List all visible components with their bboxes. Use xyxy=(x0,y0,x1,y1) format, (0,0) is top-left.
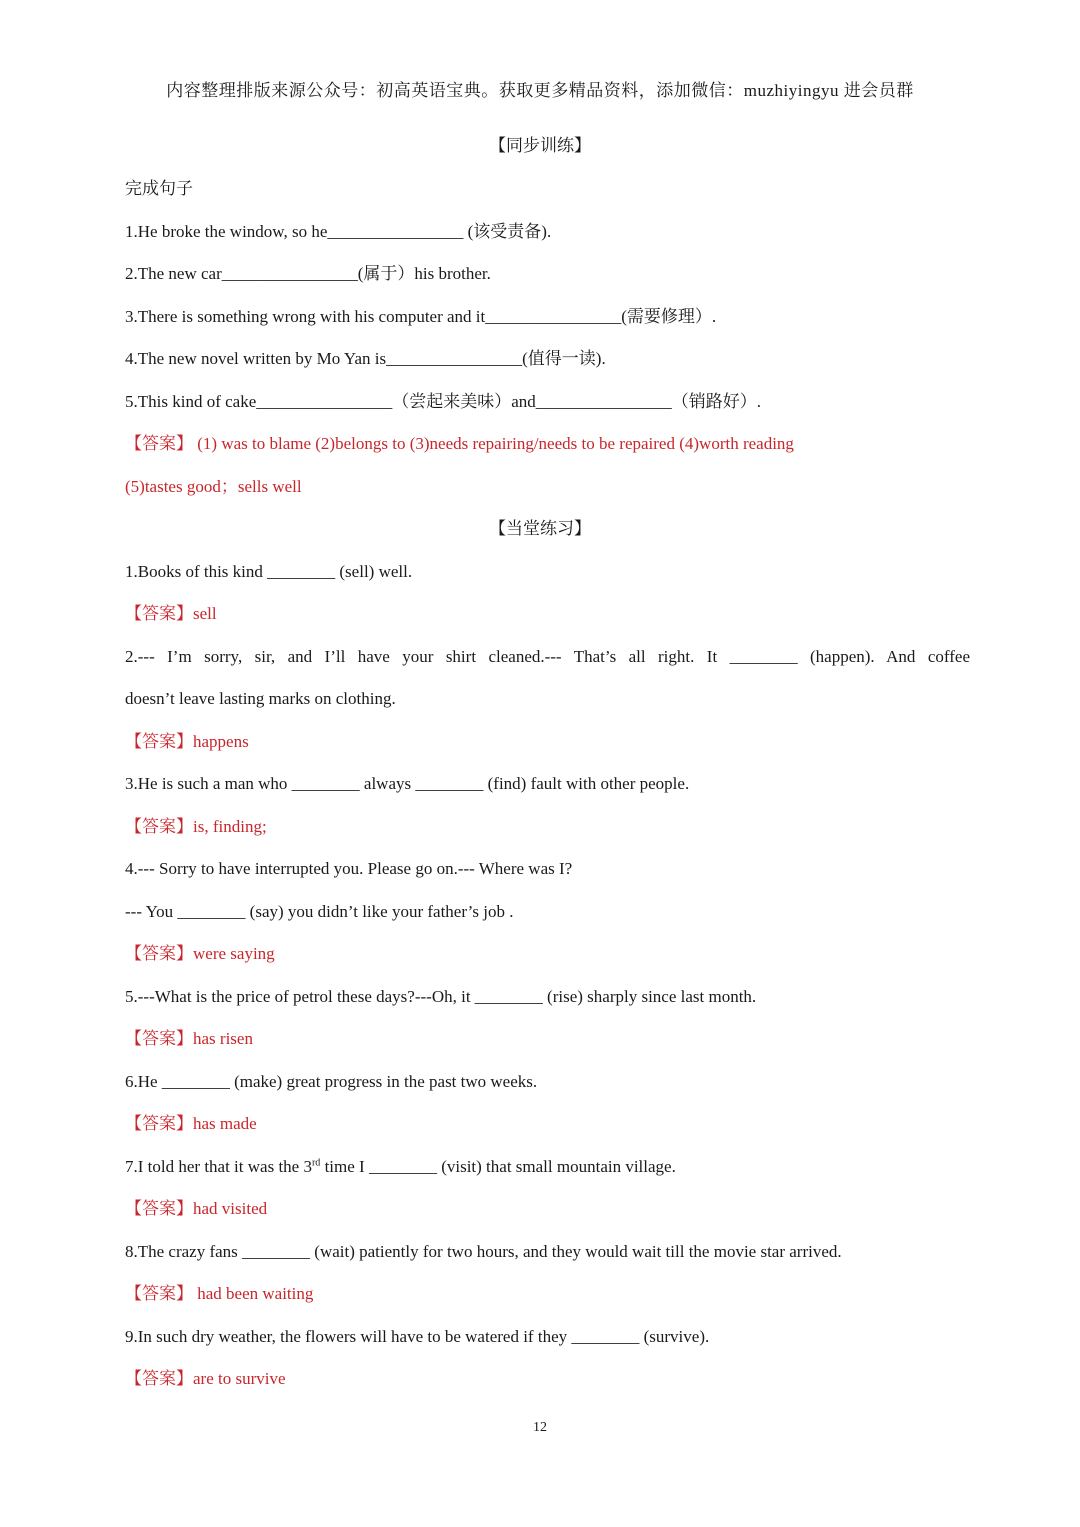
answer-4 xyxy=(125,942,970,966)
answer-text: happens xyxy=(193,732,249,751)
answer-1 xyxy=(125,602,970,626)
exercise-item-1: 1.He broke the window, so he________________ (该受责备). xyxy=(125,222,552,241)
answer-text: had been waiting xyxy=(193,1284,314,1303)
question-3: 3.He is such a man who ________ always ________ (find) fault with other people. xyxy=(125,774,690,793)
page-number: 12 xyxy=(533,1420,547,1435)
answer-tag: 【答案】 xyxy=(125,1199,193,1218)
question-4-line-1: 4.--- Sorry to have interrupted you. Please go on.--- Where was I? xyxy=(125,859,573,878)
question-6: 6.He ________ (make) great progress in the past two weeks. xyxy=(125,1072,538,1091)
exercise-item-3: 3.There is something wrong with his computer and it________________(需要修理）. xyxy=(125,307,717,326)
answer-tag: 【答案】 xyxy=(125,944,193,963)
question-7-pre: 7.I told her that it was the 3 xyxy=(125,1157,312,1176)
answer-9 xyxy=(125,1367,970,1391)
answer-text: has risen xyxy=(193,1029,253,1048)
answer-block-1 xyxy=(125,432,970,456)
answer-tag: 【答案】 xyxy=(125,604,193,623)
answer-text: has made xyxy=(193,1114,257,1133)
question-8: 8.The crazy fans ________ (wait) patiently for two hours, and they would wait till the movie star arrived. xyxy=(125,1242,842,1261)
answer-5 xyxy=(125,1027,970,1051)
answer-text: (1) was to blame (2)belongs to (3)needs repairing/needs to be repaired (4)worth reading xyxy=(193,434,794,453)
question-7-post: time I ________ (visit) that small mountain village. xyxy=(320,1157,676,1176)
exercise-item-2: 2.The new car________________(属于）his brother. xyxy=(125,264,491,283)
answer-tag: 【答案】 xyxy=(125,817,193,836)
answer-tag: 【答案】 xyxy=(125,434,193,453)
answer-tag: 【答案】 xyxy=(125,1029,193,1048)
header-banner: 内容整理排版来源公众号：初高英语宝典。获取更多精品资料，添加微信：muzhiyingyu 进会员群 xyxy=(166,81,914,100)
answer-tag: 【答案】 xyxy=(125,1369,193,1388)
answer-tag: 【答案】 xyxy=(125,732,193,751)
exercise-item-4: 4.The new novel written by Mo Yan is________________(值得一读). xyxy=(125,349,606,368)
question-4-line-2: --- You ________ (say) you didn’t like your father’s job . xyxy=(125,902,514,921)
answer-text: were saying xyxy=(193,944,275,963)
answer-7 xyxy=(125,1197,970,1221)
answer-text: sell xyxy=(193,604,217,623)
answer-tag: 【答案】 xyxy=(125,1284,193,1303)
answer-text: had visited xyxy=(193,1199,268,1218)
section-subtitle: 完成句子 xyxy=(125,179,193,198)
section-title-class-practice: 【当堂练习】 xyxy=(489,519,591,538)
ordinal-suffix: rd xyxy=(311,1157,321,1169)
question-5: 5.---What is the price of petrol these days?---Oh, it ________ (rise) sharply since last month. xyxy=(125,987,757,1006)
answer-block-1-cont: (5)tastes good；sells well xyxy=(125,477,302,496)
question-9: 9.In such dry weather, the flowers will have to be watered if they ________ (survive). xyxy=(125,1327,710,1346)
exercise-item-5: 5.This kind of cake________________（尝起来美味）and________________（销路好）. xyxy=(125,392,762,411)
question-7 xyxy=(125,1155,970,1179)
answer-3 xyxy=(125,815,970,839)
answer-2 xyxy=(125,730,970,754)
answer-6 xyxy=(125,1112,970,1136)
answer-tag: 【答案】 xyxy=(125,1114,193,1133)
answer-8 xyxy=(125,1282,970,1306)
answer-text: is, finding; xyxy=(193,817,267,836)
question-2-line-1: 2.--- I’m sorry, sir, and I’ll have your shirt cleaned.--- That’s all right. It ________ (happen). And coffee xyxy=(125,647,970,666)
question-2-line-2: doesn’t leave lasting marks on clothing. xyxy=(125,689,396,708)
question-1: 1.Books of this kind ________ (sell) well. xyxy=(125,562,413,581)
section-title-sync-training: 【同步训练】 xyxy=(489,136,591,155)
answer-text: are to survive xyxy=(193,1369,286,1388)
